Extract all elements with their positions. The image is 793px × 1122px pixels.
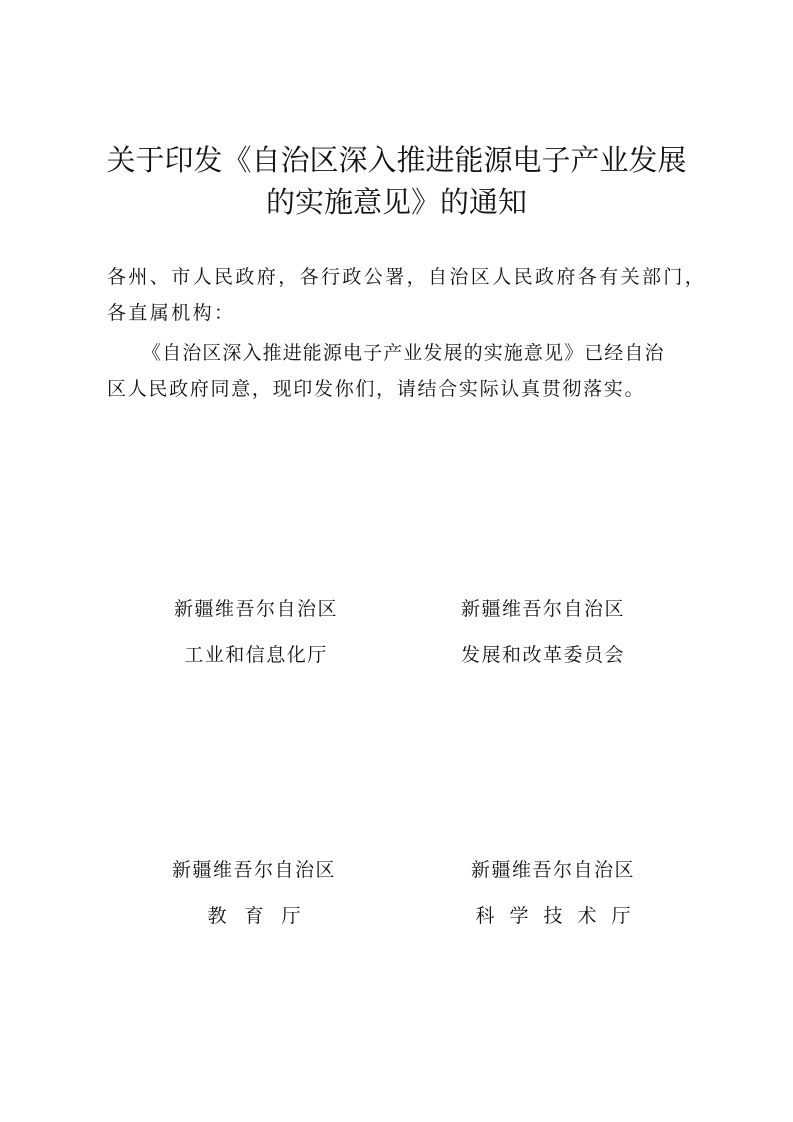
document-title-line-2: 的实施意见》的通知: [265, 185, 527, 219]
signature-dept: 教育厅: [207, 905, 319, 927]
signature-dept: 发展和改革委员会: [460, 644, 625, 666]
recipients-line-2: 各直属机构：: [107, 302, 236, 324]
signature-block-industry: [136, 594, 376, 670]
recipients-line-1: 各州、市人民政府，各行政公署，自治区人民政府各有关部门，: [107, 266, 707, 288]
body-paragraph-line-1: 《自治区深入推进能源电子产业发展的实施意见》已经自治: [142, 342, 665, 364]
signature-org: 新疆维吾尔自治区: [171, 859, 336, 881]
document-title-line-1: 关于印发《自治区深入推进能源电子产业发展: [106, 143, 687, 177]
signature-block-development: [423, 594, 663, 670]
signature-org: 新疆维吾尔自治区: [173, 598, 338, 620]
signature-dept: 工业和信息化厅: [184, 644, 328, 666]
signature-dept: 科学技术厅: [475, 905, 646, 927]
signature-block-education: [134, 855, 374, 931]
body-paragraph-line-2: 区人民政府同意，现印发你们，请结合实际认真贯彻落实。: [107, 378, 646, 400]
signature-org: 新疆维吾尔自治区: [460, 598, 625, 620]
signature-org: 新疆维吾尔自治区: [470, 859, 635, 881]
signature-block-science: [433, 855, 673, 931]
